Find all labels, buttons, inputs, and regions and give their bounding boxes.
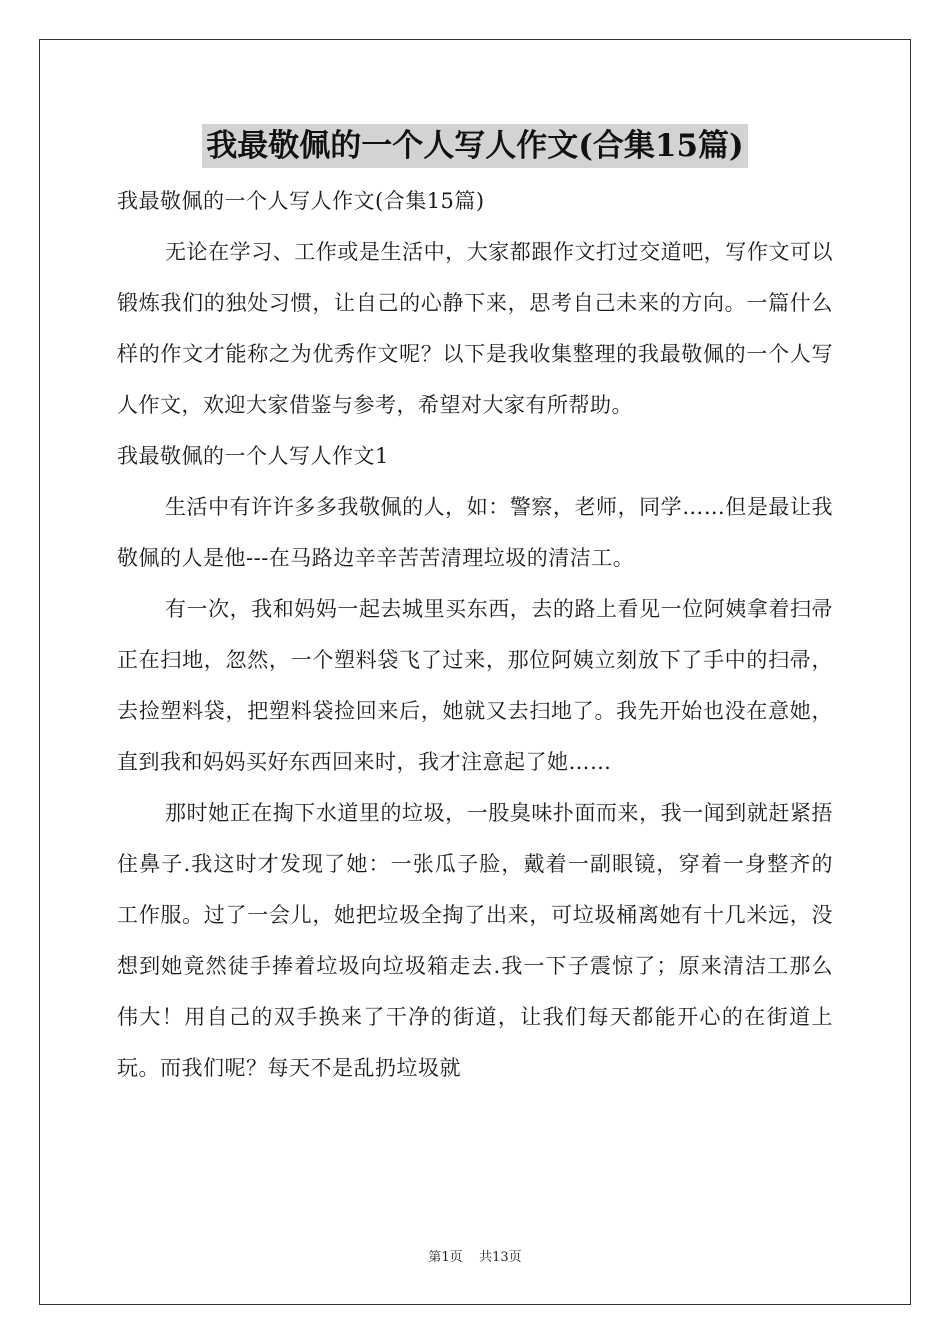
paragraph: 无论在学习、工作或是生活中，大家都跟作文打过交道吧，写作文可以锻炼我们的独处习惯，让自己的心静下来，思考自己未来的方向。一篇什么样的作文才能称之为优秀作文呢？以下是我收集整理的我最敬佩的一个人写人作文，欢迎大家借鉴与参考，希望对大家有所帮助。 <box>117 240 833 417</box>
page-footer <box>0 1246 950 1265</box>
title-wrap <box>0 124 950 168</box>
page-number: 第1页 <box>428 1250 463 1265</box>
paragraph-subtitle: 我最敬佩的一个人写人作文(合集15篇) <box>117 189 485 213</box>
document-body <box>117 176 833 1094</box>
paragraph: 那时她正在掏下水道里的垃圾，一股臭味扑面而来，我一闻到就赶紧捂住鼻子.我这时才发现了她：一张瓜子脸，戴着一副眼镜，穿着一身整齐的工作服。过了一会儿，她把垃圾全掏了出来，可垃圾桶离她有十几米远，没想到她竟然徒手捧着垃圾向垃圾箱走去.我一下子震惊了；原来清洁工那么伟大！用自己的双手换来了干净的街道，让我们每天都能开心的在街道上玩。而我们呢？每天不是乱扔垃圾就 <box>117 801 833 1080</box>
footer-spacer <box>463 1250 480 1265</box>
section-heading: 我最敬佩的一个人写人作文1 <box>117 444 389 468</box>
page-total: 共13页 <box>479 1250 522 1265</box>
paragraph: 有一次，我和妈妈一起去城里买东西，去的路上看见一位阿姨拿着扫帚正在扫地，忽然，一个塑料袋飞了过来，那位阿姨立刻放下了手中的扫帚，去捡塑料袋，把塑料袋捡回来后，她就又去扫地了。我先开始也没在意她，直到我和妈妈买好东西回来时，我才注意起了她…… <box>117 597 833 774</box>
paragraph: 生活中有许许多多我敬佩的人，如：警察，老师，同学……但是最让我敬佩的人是他---在马路边辛辛苦苦清理垃圾的清洁工。 <box>117 495 833 570</box>
document-title: 我最敬佩的一个人写人作文(合集15篇) <box>202 124 747 168</box>
